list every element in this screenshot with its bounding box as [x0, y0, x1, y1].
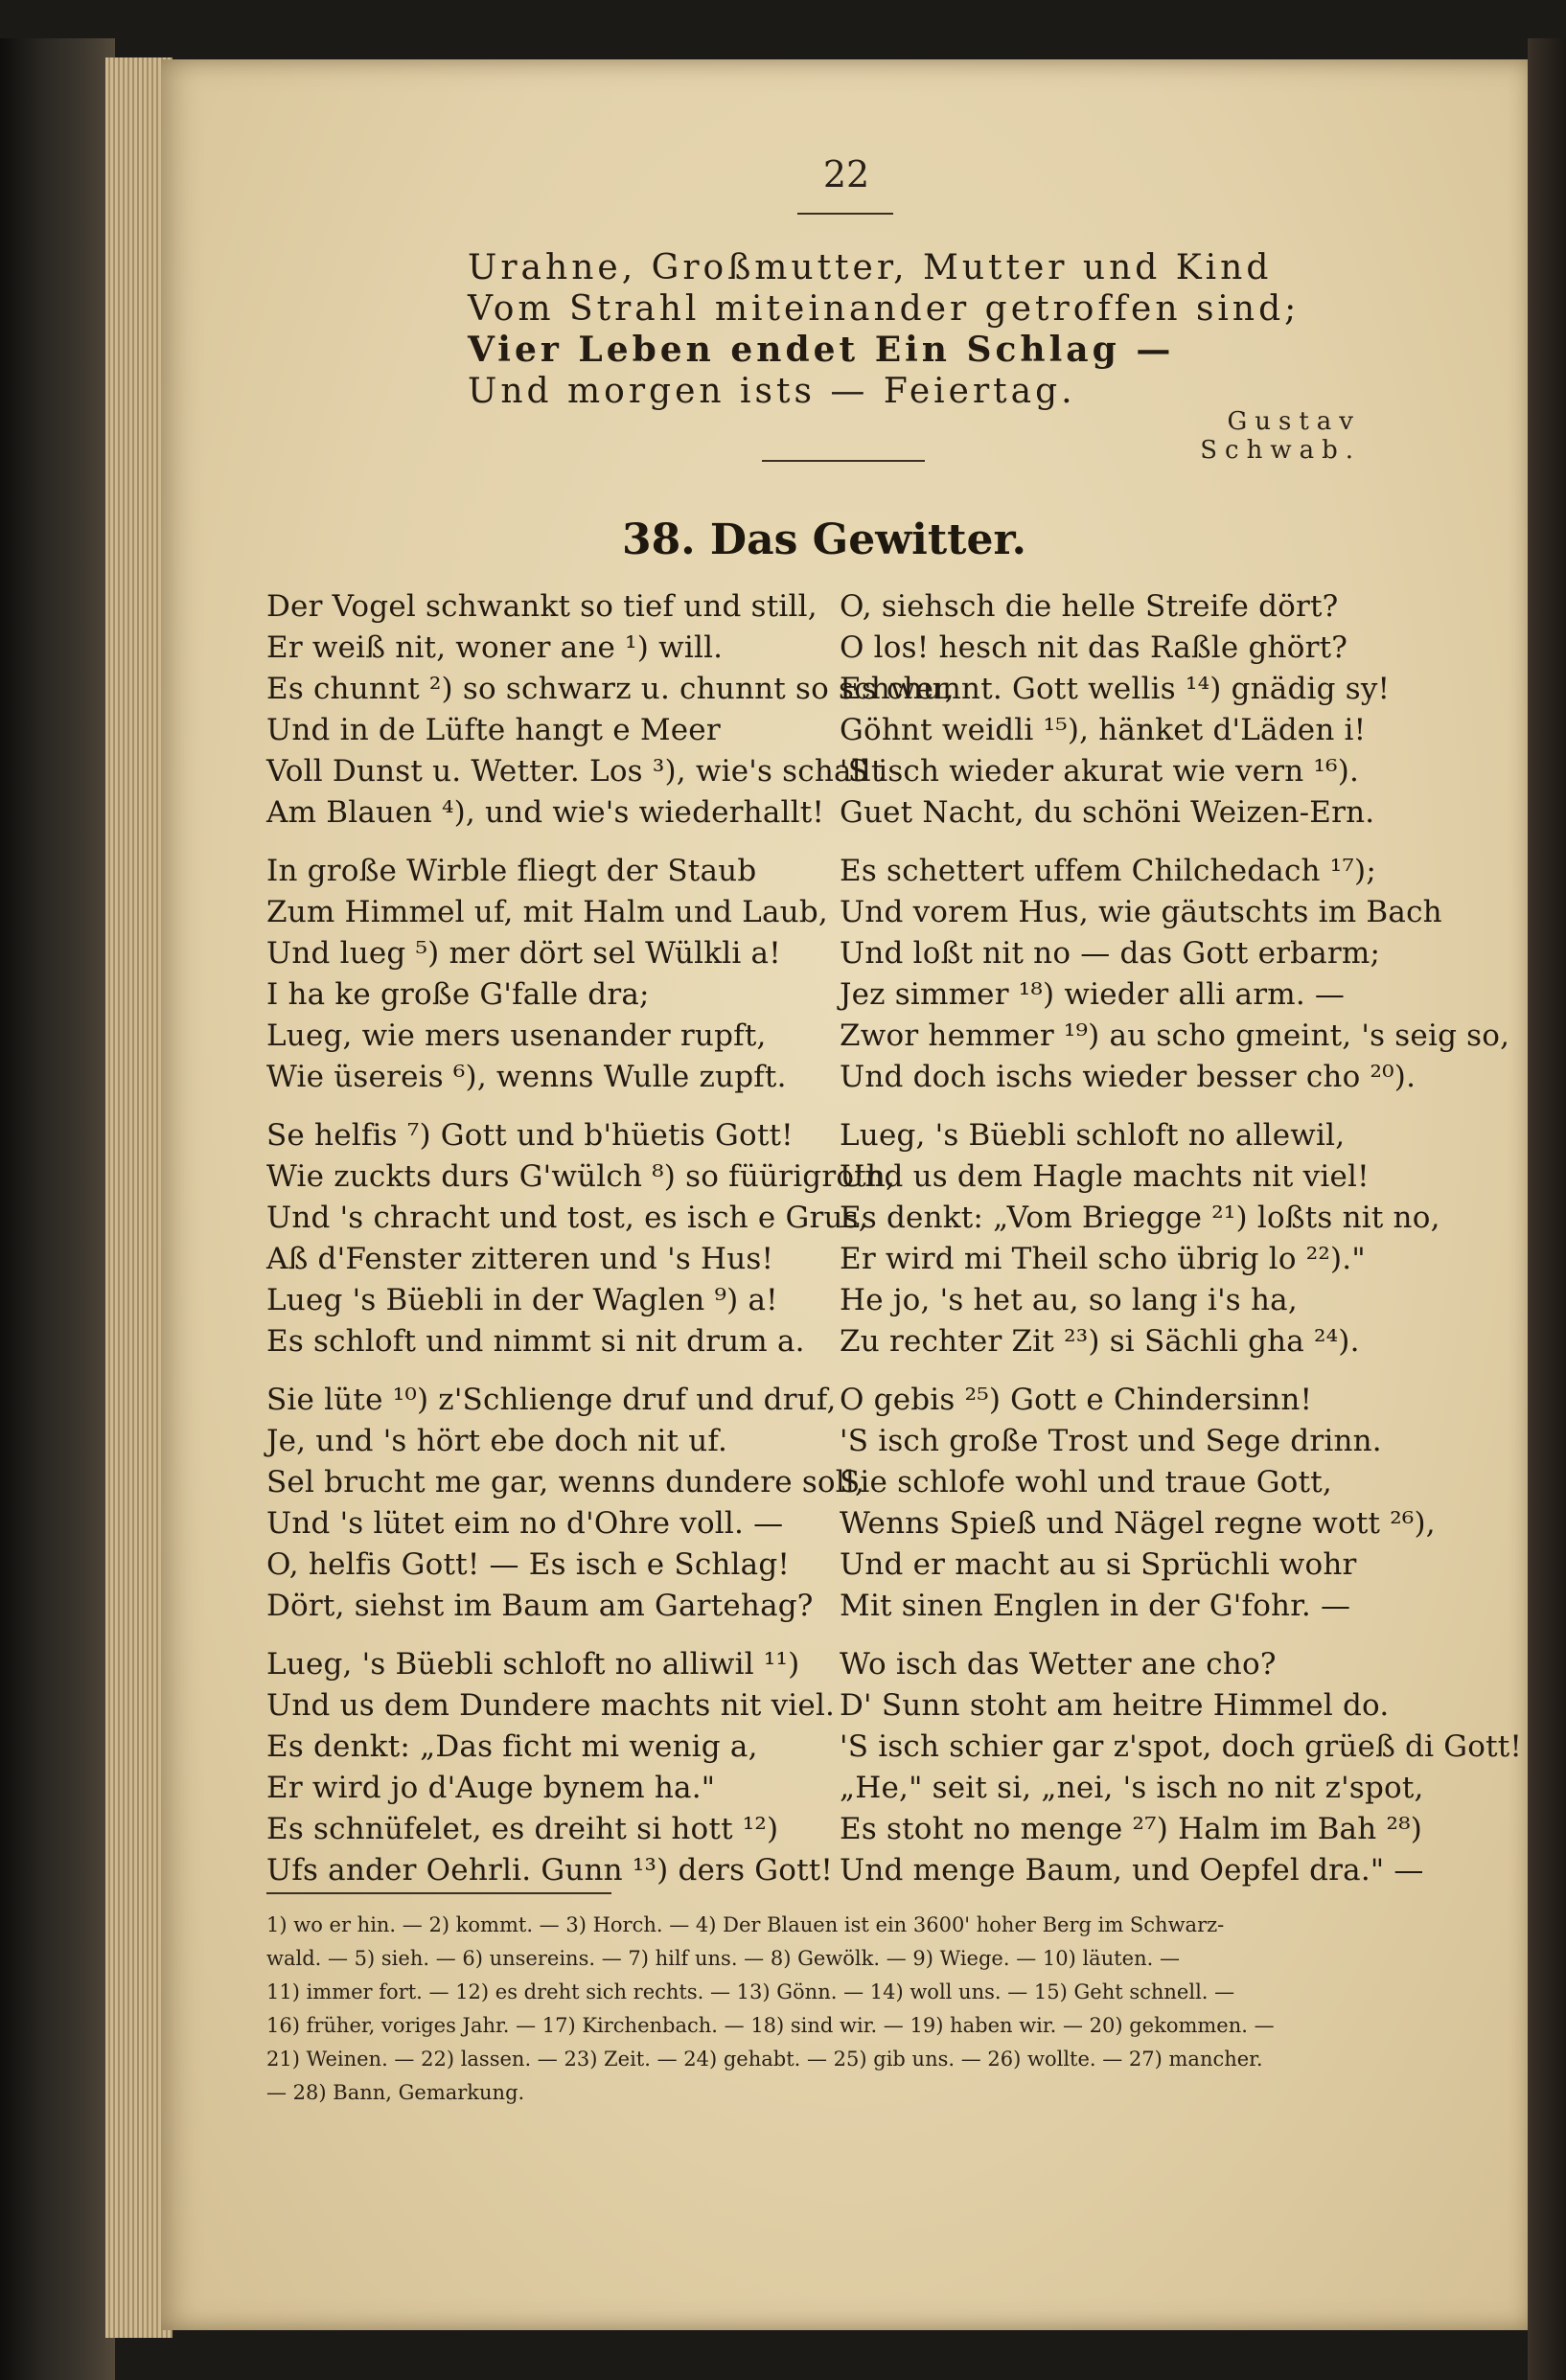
poem-line: Und doch ischs wieder besser cho ²⁰). — [840, 1060, 1416, 1094]
poem-line: Es chunnt. Gott wellis ¹⁴) gnädig sy! — [840, 672, 1391, 706]
poem-line: Je, und 's hört ebe doch nit uf. — [266, 1424, 728, 1458]
poem-line: „He," seit si, „nei, 's isch no nit z'spot, — [840, 1771, 1424, 1805]
footnote-line: 1) wo er hin. — 2) kommt. — 3) Horch. — 4) Der Blauen ist ein 3600' hoher Berg im Schwarz- — [266, 1913, 1225, 1936]
poem-line: Lueg, 's Büebli schloft no alliwil ¹¹) — [266, 1647, 800, 1682]
poem-line: Wie zuckts durs G'wülch ⁸) so füürigroth, — [266, 1159, 896, 1194]
poem-line: Und us dem Hagle machts nit viel! — [840, 1159, 1370, 1194]
right-column — [840, 586, 1523, 1909]
poem-line: Und lueg ⁵) mer dört sel Wülkli a! — [266, 936, 781, 971]
footnote-line: 11) immer fort. — 12) es dreht sich rechts. — 13) Gönn. — 14) woll uns. — 15) Geht schnell. — — [266, 1980, 1235, 2003]
poem-line: Sel brucht me gar, wenns dundere soll, — [266, 1465, 865, 1499]
verse-line: Vier Leben endet Ein Schlag — — [468, 330, 1175, 370]
book-binding — [0, 38, 115, 2380]
poem-line: Sie lüte ¹⁰) z'Schlienge druf und druf, — [266, 1383, 837, 1417]
footnote-line: — 28) Bann, Gemarkung. — [266, 2081, 525, 2104]
author-signature: Gustav Schwab. — [1200, 407, 1361, 465]
poem-title: 38. Das Gewitter. — [622, 515, 1026, 564]
poem-line: He jo, 's het au, so lang i's ha, — [840, 1283, 1298, 1317]
footnotes — [266, 1909, 1416, 2110]
poem-line: Es denkt: „Das ficht mi wenig a, — [266, 1729, 758, 1764]
footnote-line: 21) Weinen. — 22) lassen. — 23) Zeit. — 24) gehabt. — 25) gib uns. — 26) wollte. — 27) mancher. — [266, 2048, 1263, 2071]
poem-line: Zwor hemmer ¹⁹) au scho gmeint, 's seig so, — [840, 1018, 1510, 1053]
poem-line: Wenns Spieß und Nägel regne wott ²⁶), — [840, 1506, 1436, 1541]
poem-line: Lueg, wie mers usenander rupft, — [266, 1018, 767, 1053]
stanza — [840, 586, 1415, 834]
poem-line: Es denkt: „Vom Briegge ²¹) loßts nit no, — [840, 1201, 1440, 1235]
poem-line: Er wird jo d'Auge bynem ha." — [266, 1771, 716, 1805]
page-number-rule — [797, 213, 893, 215]
stanza — [840, 1644, 1523, 1891]
poem-line: 'S isch schier gar z'spot, doch grüeß di Gott! — [840, 1729, 1523, 1764]
poem-line: Und menge Baum, und Oepfel dra." — — [840, 1853, 1424, 1888]
stanza — [266, 1380, 865, 1627]
poem-line: Und er macht au si Sprüchli wohr — [840, 1547, 1357, 1582]
stanza — [266, 1644, 841, 1891]
stanza — [266, 1115, 896, 1362]
next-page-edge — [1528, 38, 1566, 2380]
poem-line: Es stoht no menge ²⁷) Halm im Bah ²⁸) — [840, 1812, 1423, 1846]
poem-line: Zum Himmel uf, mit Halm und Laub, — [266, 895, 828, 929]
poem-line: Guet Nacht, du schöni Weizen-Ern. — [840, 795, 1375, 830]
poem-line: Und us dem Dundere machts nit viel. — [266, 1688, 836, 1723]
poem-line: Es schettert uffem Chilchedach ¹⁷); — [840, 854, 1376, 888]
poem-line: Aß d'Fenster zitteren und 's Hus! — [266, 1242, 774, 1276]
stanza — [266, 851, 841, 1098]
poem-line: Dört, siehst im Baum am Gartehag? — [266, 1589, 814, 1623]
left-column — [266, 586, 955, 1909]
poem-line: 'S isch wieder akurat wie vern ¹⁶). — [840, 754, 1360, 789]
poem-line: Am Blauen ⁴), und wie's wiederhallt! — [266, 795, 825, 830]
poem-line: Und 's chracht und tost, es isch e Grus, — [266, 1201, 868, 1235]
footnote-rule — [266, 1892, 611, 1894]
poem-line: Lueg 's Büebli in der Waglen ⁹) a! — [266, 1283, 778, 1317]
stanza — [840, 851, 1510, 1098]
poem-line: Lueg, 's Büebli schloft no allewil, — [840, 1118, 1346, 1153]
poem-line: Voll Dunst u. Wetter. Los ³), wie's schallt — [266, 754, 884, 789]
poem-line: Und loßt nit no — das Gott erbarm; — [840, 936, 1381, 971]
poem-line: O, helfis Gott! — Es isch e Schlag! — [266, 1547, 791, 1582]
section-rule — [762, 460, 925, 462]
poem-line: O los! hesch nit das Raßle ghört? — [840, 630, 1348, 665]
verse-line: Vom Strahl miteinander getroffen sind; — [468, 289, 1301, 329]
poem-line: In große Wirble fliegt der Staub — [266, 854, 757, 888]
poem-line: 'S isch große Trost und Sege drinn. — [840, 1424, 1382, 1458]
poem-line: O, siehsch die helle Streife dört? — [840, 589, 1339, 624]
poem-line: I ha ke große G'falle dra; — [266, 977, 650, 1012]
verse-line: Urahne, Großmutter, Mutter und Kind — [468, 248, 1273, 287]
poem-line: Und in de Lüfte hangt e Meer — [266, 713, 721, 747]
poem-line: Es schnüfelet, es dreiht si hott ¹²) — [266, 1812, 779, 1846]
poem-line: Er wird mi Theil scho übrig lo ²²)." — [840, 1242, 1366, 1276]
poem-line: Mit sinen Englen in der G'fohr. — — [840, 1589, 1351, 1623]
closing-verse — [468, 247, 1301, 412]
poem-line: Es chunnt ²) so schwarz u. chunnt so schwer, — [266, 672, 955, 706]
poem-line: Zu rechter Zit ²³) si Sächli gha ²⁴). — [840, 1324, 1360, 1359]
poem-line: Der Vogel schwankt so tief und still, — [266, 589, 818, 624]
stanza — [840, 1115, 1440, 1362]
stanza — [840, 1380, 1436, 1627]
poem-line: Er weiß nit, woner ane ¹) will. — [266, 630, 724, 665]
poem-line: Sie schlofe wohl und traue Gott, — [840, 1465, 1332, 1499]
poem-line: Wo isch das Wetter ane cho? — [840, 1647, 1277, 1682]
poem-line: Ufs ander Oehrli. Gunn ¹³) ders Gott! — [266, 1853, 834, 1888]
poem-line: O gebis ²⁵) Gott e Chindersinn! — [840, 1383, 1313, 1417]
poem-line: Göhnt weidli ¹⁵), hänket d'Läden i! — [840, 713, 1367, 747]
poem-line: Se helfis ⁷) Gott und b'hüetis Gott! — [266, 1118, 794, 1153]
poem-line: Wie üsereis ⁶), wenns Wulle zupft. — [266, 1060, 787, 1094]
poem-line: Es schloft und nimmt si nit drum a. — [266, 1324, 805, 1359]
poem-line: Jez simmer ¹⁸) wieder alli arm. — — [840, 977, 1346, 1012]
stanza — [266, 586, 955, 834]
footnote-line: 16) früher, voriges Jahr. — 17) Kirchenbach. — 18) sind wir. — 19) haben wir. — 20) gekommen. — — [266, 2014, 1275, 2037]
poem-line: D' Sunn stoht am heitre Himmel do. — [840, 1688, 1390, 1723]
poem-line: Und 's lütet eim no d'Ohre voll. — — [266, 1506, 784, 1541]
page-number: 22 — [822, 153, 870, 195]
verse-line: Und morgen ists — Feiertag. — [468, 372, 1076, 411]
footnote-line: wald. — 5) sieh. — 6) unsereins. — 7) hilf uns. — 8) Gewölk. — 9) Wiege. — 10) läuten. — — [266, 1947, 1180, 1970]
poem-line: Und vorem Hus, wie gäutschts im Bach — [840, 895, 1442, 929]
